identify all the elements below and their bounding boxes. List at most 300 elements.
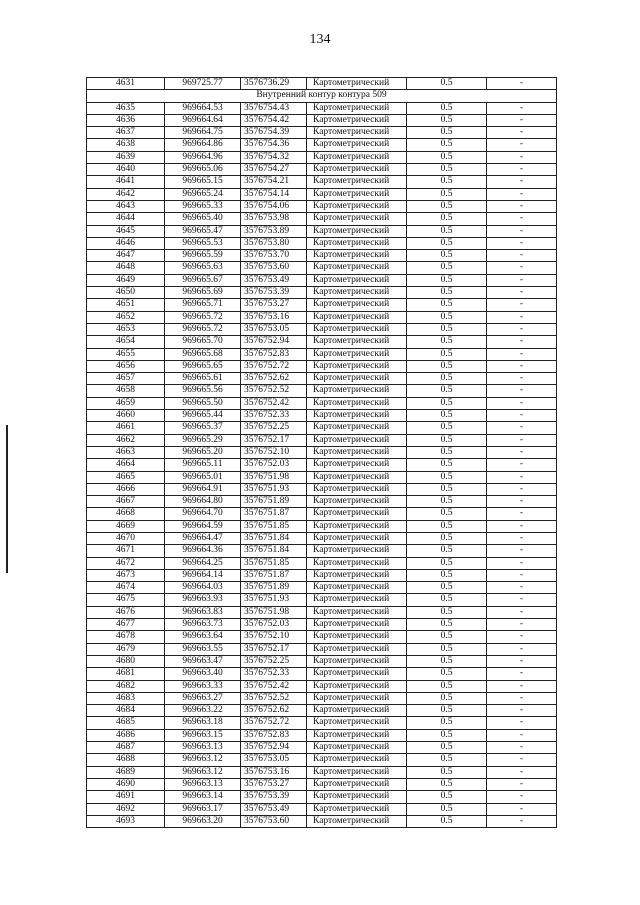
y-coordinate-cell: 3576752.94 <box>241 742 307 754</box>
x-coordinate-cell: 969663.14 <box>165 791 241 803</box>
method-cell: Картометрический <box>307 643 407 655</box>
accuracy-cell: 0.5 <box>407 176 487 188</box>
point-number-cell: 4667 <box>87 496 165 508</box>
point-number-cell: 4688 <box>87 754 165 766</box>
table-row <box>87 151 557 163</box>
y-coordinate-cell: 3576752.03 <box>241 459 307 471</box>
y-coordinate-cell: 3576752.72 <box>241 360 307 372</box>
accuracy-cell: 0.5 <box>407 778 487 790</box>
table-row <box>87 545 557 557</box>
table-row <box>87 582 557 594</box>
accuracy-cell: 0.5 <box>407 114 487 126</box>
table-row <box>87 299 557 311</box>
accuracy-cell: 0.5 <box>407 102 487 114</box>
point-number-cell: 4672 <box>87 557 165 569</box>
method-cell: Картометрический <box>307 373 407 385</box>
table-row <box>87 188 557 200</box>
point-number-cell: 4646 <box>87 237 165 249</box>
coordinates-table-body <box>87 78 557 828</box>
method-cell: Картометрический <box>307 127 407 139</box>
accuracy-cell: 0.5 <box>407 594 487 606</box>
description-cell: - <box>487 471 557 483</box>
description-cell: - <box>487 287 557 299</box>
accuracy-cell: 0.5 <box>407 385 487 397</box>
description-cell: - <box>487 459 557 471</box>
accuracy-cell: 0.5 <box>407 164 487 176</box>
y-coordinate-cell: 3576753.39 <box>241 791 307 803</box>
table-row <box>87 569 557 581</box>
accuracy-cell: 0.5 <box>407 274 487 286</box>
point-number-cell: 4641 <box>87 176 165 188</box>
method-cell: Картометрический <box>307 791 407 803</box>
method-cell: Картометрический <box>307 348 407 360</box>
description-cell: - <box>487 164 557 176</box>
point-number-cell: 4638 <box>87 139 165 151</box>
table-row <box>87 766 557 778</box>
accuracy-cell: 0.5 <box>407 815 487 827</box>
coordinates-table <box>86 77 557 828</box>
table-row <box>87 483 557 495</box>
table-row <box>87 127 557 139</box>
description-cell: - <box>487 705 557 717</box>
table-row <box>87 237 557 249</box>
accuracy-cell: 0.5 <box>407 545 487 557</box>
point-number-cell: 4686 <box>87 729 165 741</box>
description-cell: - <box>487 655 557 667</box>
accuracy-cell: 0.5 <box>407 705 487 717</box>
point-number-cell: 4659 <box>87 397 165 409</box>
x-coordinate-cell: 969665.69 <box>165 287 241 299</box>
point-number-cell: 4657 <box>87 373 165 385</box>
point-number-cell: 4645 <box>87 225 165 237</box>
method-cell: Картометрический <box>307 410 407 422</box>
method-cell: Картометрический <box>307 729 407 741</box>
point-number-cell: 4640 <box>87 164 165 176</box>
table-row <box>87 274 557 286</box>
table-row <box>87 668 557 680</box>
description-cell: - <box>487 139 557 151</box>
method-cell: Картометрический <box>307 692 407 704</box>
x-coordinate-cell: 969664.75 <box>165 127 241 139</box>
table-row <box>87 114 557 126</box>
y-coordinate-cell: 3576753.39 <box>241 287 307 299</box>
point-number-cell: 4681 <box>87 668 165 680</box>
accuracy-cell: 0.5 <box>407 250 487 262</box>
x-coordinate-cell: 969665.29 <box>165 434 241 446</box>
table-row <box>87 729 557 741</box>
description-cell: - <box>487 311 557 323</box>
y-coordinate-cell: 3576753.16 <box>241 766 307 778</box>
description-cell: - <box>487 791 557 803</box>
description-cell: - <box>487 545 557 557</box>
description-cell: - <box>487 213 557 225</box>
table-row <box>87 250 557 262</box>
method-cell: Картометрический <box>307 299 407 311</box>
method-cell: Картометрический <box>307 139 407 151</box>
method-cell: Картометрический <box>307 557 407 569</box>
method-cell: Картометрический <box>307 78 407 90</box>
y-coordinate-cell: 3576753.05 <box>241 754 307 766</box>
table-row <box>87 532 557 544</box>
accuracy-cell: 0.5 <box>407 410 487 422</box>
method-cell: Картометрический <box>307 164 407 176</box>
method-cell: Картометрический <box>307 422 407 434</box>
table-row <box>87 311 557 323</box>
x-coordinate-cell: 969665.24 <box>165 188 241 200</box>
y-coordinate-cell: 3576752.94 <box>241 336 307 348</box>
point-number-cell: 4665 <box>87 471 165 483</box>
point-number-cell: 4684 <box>87 705 165 717</box>
description-cell: - <box>487 692 557 704</box>
y-coordinate-cell: 3576751.93 <box>241 483 307 495</box>
y-coordinate-cell: 3576752.25 <box>241 422 307 434</box>
description-cell: - <box>487 274 557 286</box>
y-coordinate-cell: 3576752.52 <box>241 385 307 397</box>
description-cell: - <box>487 225 557 237</box>
table-row <box>87 594 557 606</box>
x-coordinate-cell: 969663.93 <box>165 594 241 606</box>
method-cell: Картометрический <box>307 520 407 532</box>
x-coordinate-cell: 969664.80 <box>165 496 241 508</box>
accuracy-cell: 0.5 <box>407 287 487 299</box>
point-number-cell: 4662 <box>87 434 165 446</box>
table-row <box>87 754 557 766</box>
point-number-cell: 4661 <box>87 422 165 434</box>
y-coordinate-cell: 3576752.33 <box>241 668 307 680</box>
x-coordinate-cell: 969665.72 <box>165 323 241 335</box>
accuracy-cell: 0.5 <box>407 151 487 163</box>
point-number-cell: 4687 <box>87 742 165 754</box>
x-coordinate-cell: 969663.64 <box>165 631 241 643</box>
y-coordinate-cell: 3576751.93 <box>241 594 307 606</box>
x-coordinate-cell: 969664.96 <box>165 151 241 163</box>
y-coordinate-cell: 3576751.85 <box>241 520 307 532</box>
point-number-cell: 4649 <box>87 274 165 286</box>
accuracy-cell: 0.5 <box>407 692 487 704</box>
y-coordinate-cell: 3576753.60 <box>241 262 307 274</box>
description-cell: - <box>487 569 557 581</box>
accuracy-cell: 0.5 <box>407 557 487 569</box>
y-coordinate-cell: 3576752.72 <box>241 717 307 729</box>
method-cell: Картометрический <box>307 594 407 606</box>
method-cell: Картометрический <box>307 668 407 680</box>
table-row <box>87 200 557 212</box>
accuracy-cell: 0.5 <box>407 434 487 446</box>
point-number-cell: 4685 <box>87 717 165 729</box>
description-cell: - <box>487 766 557 778</box>
method-cell: Картометрический <box>307 532 407 544</box>
table-row <box>87 508 557 520</box>
point-number-cell: 4674 <box>87 582 165 594</box>
y-coordinate-cell: 3576752.25 <box>241 655 307 667</box>
y-coordinate-cell: 3576752.83 <box>241 348 307 360</box>
description-cell: - <box>487 336 557 348</box>
y-coordinate-cell: 3576752.17 <box>241 434 307 446</box>
x-coordinate-cell: 969665.65 <box>165 360 241 372</box>
accuracy-cell: 0.5 <box>407 348 487 360</box>
point-number-cell: 4663 <box>87 446 165 458</box>
accuracy-cell: 0.5 <box>407 139 487 151</box>
method-cell: Картометрический <box>307 434 407 446</box>
x-coordinate-cell: 969665.06 <box>165 164 241 176</box>
x-coordinate-cell: 969665.11 <box>165 459 241 471</box>
method-cell: Картометрический <box>307 742 407 754</box>
accuracy-cell: 0.5 <box>407 766 487 778</box>
accuracy-cell: 0.5 <box>407 520 487 532</box>
table-row <box>87 385 557 397</box>
method-cell: Картометрический <box>307 508 407 520</box>
table-row <box>87 717 557 729</box>
x-coordinate-cell: 969665.61 <box>165 373 241 385</box>
accuracy-cell: 0.5 <box>407 237 487 249</box>
y-coordinate-cell: 3576753.49 <box>241 803 307 815</box>
table-row <box>87 323 557 335</box>
table-row <box>87 778 557 790</box>
method-cell: Картометрический <box>307 582 407 594</box>
description-cell: - <box>487 815 557 827</box>
y-coordinate-cell: 3576752.42 <box>241 680 307 692</box>
point-number-cell: 4650 <box>87 287 165 299</box>
point-number-cell: 4656 <box>87 360 165 372</box>
x-coordinate-cell: 969663.12 <box>165 766 241 778</box>
point-number-cell: 4669 <box>87 520 165 532</box>
x-coordinate-cell: 969663.18 <box>165 717 241 729</box>
x-coordinate-cell: 969664.91 <box>165 483 241 495</box>
point-number-cell: 4668 <box>87 508 165 520</box>
y-coordinate-cell: 3576754.32 <box>241 151 307 163</box>
table-row <box>87 606 557 618</box>
point-number-cell: 4679 <box>87 643 165 655</box>
x-coordinate-cell: 969664.70 <box>165 508 241 520</box>
y-coordinate-cell: 3576753.80 <box>241 237 307 249</box>
description-cell: - <box>487 373 557 385</box>
table-row <box>87 742 557 754</box>
x-coordinate-cell: 969665.20 <box>165 446 241 458</box>
x-coordinate-cell: 969665.59 <box>165 250 241 262</box>
accuracy-cell: 0.5 <box>407 631 487 643</box>
point-number-cell: 4643 <box>87 200 165 212</box>
y-coordinate-cell: 3576753.05 <box>241 323 307 335</box>
method-cell: Картометрический <box>307 459 407 471</box>
x-coordinate-cell: 969665.56 <box>165 385 241 397</box>
y-coordinate-cell: 3576752.62 <box>241 373 307 385</box>
y-coordinate-cell: 3576752.62 <box>241 705 307 717</box>
x-coordinate-cell: 969663.12 <box>165 754 241 766</box>
point-number-cell: 4652 <box>87 311 165 323</box>
accuracy-cell: 0.5 <box>407 619 487 631</box>
table-row <box>87 262 557 274</box>
point-number-cell: 4682 <box>87 680 165 692</box>
x-coordinate-cell: 969664.25 <box>165 557 241 569</box>
point-number-cell: 4631 <box>87 78 165 90</box>
y-coordinate-cell: 3576754.27 <box>241 164 307 176</box>
accuracy-cell: 0.5 <box>407 373 487 385</box>
method-cell: Картометрический <box>307 237 407 249</box>
table-row <box>87 619 557 631</box>
point-number-cell: 4690 <box>87 778 165 790</box>
description-cell: - <box>487 188 557 200</box>
method-cell: Картометрический <box>307 114 407 126</box>
description-cell: - <box>487 446 557 458</box>
description-cell: - <box>487 237 557 249</box>
method-cell: Картометрический <box>307 606 407 618</box>
method-cell: Картометрический <box>307 754 407 766</box>
x-coordinate-cell: 969664.47 <box>165 532 241 544</box>
y-coordinate-cell: 3576753.98 <box>241 213 307 225</box>
y-coordinate-cell: 3576752.52 <box>241 692 307 704</box>
accuracy-cell: 0.5 <box>407 729 487 741</box>
method-cell: Картометрический <box>307 311 407 323</box>
description-cell: - <box>487 742 557 754</box>
x-coordinate-cell: 969663.55 <box>165 643 241 655</box>
table-row <box>87 496 557 508</box>
point-number-cell: 4673 <box>87 569 165 581</box>
table-row <box>87 520 557 532</box>
y-coordinate-cell: 3576753.27 <box>241 299 307 311</box>
table-row <box>87 287 557 299</box>
x-coordinate-cell: 969663.13 <box>165 778 241 790</box>
table-row <box>87 631 557 643</box>
y-coordinate-cell: 3576753.27 <box>241 778 307 790</box>
point-number-cell: 4666 <box>87 483 165 495</box>
table-row <box>87 373 557 385</box>
description-cell: - <box>487 496 557 508</box>
table-row <box>87 643 557 655</box>
accuracy-cell: 0.5 <box>407 336 487 348</box>
x-coordinate-cell: 969665.63 <box>165 262 241 274</box>
y-coordinate-cell: 3576751.89 <box>241 582 307 594</box>
description-cell: - <box>487 299 557 311</box>
description-cell: - <box>487 532 557 544</box>
description-cell: - <box>487 803 557 815</box>
y-coordinate-cell: 3576753.49 <box>241 274 307 286</box>
margin-mark <box>6 425 8 573</box>
description-cell: - <box>487 385 557 397</box>
description-cell: - <box>487 643 557 655</box>
method-cell: Картометрический <box>307 815 407 827</box>
point-number-cell: 4635 <box>87 102 165 114</box>
y-coordinate-cell: 3576752.03 <box>241 619 307 631</box>
table-row <box>87 434 557 446</box>
table-row <box>87 422 557 434</box>
table-row <box>87 705 557 717</box>
point-number-cell: 4676 <box>87 606 165 618</box>
table-row <box>87 655 557 667</box>
method-cell: Картометрический <box>307 483 407 495</box>
y-coordinate-cell: 3576753.89 <box>241 225 307 237</box>
point-number-cell: 4677 <box>87 619 165 631</box>
method-cell: Картометрический <box>307 385 407 397</box>
x-coordinate-cell: 969664.64 <box>165 114 241 126</box>
accuracy-cell: 0.5 <box>407 397 487 409</box>
accuracy-cell: 0.5 <box>407 606 487 618</box>
accuracy-cell: 0.5 <box>407 311 487 323</box>
point-number-cell: 4642 <box>87 188 165 200</box>
y-coordinate-cell: 3576751.89 <box>241 496 307 508</box>
description-cell: - <box>487 729 557 741</box>
table-row <box>87 176 557 188</box>
x-coordinate-cell: 969663.13 <box>165 742 241 754</box>
accuracy-cell: 0.5 <box>407 717 487 729</box>
y-coordinate-cell: 3576754.21 <box>241 176 307 188</box>
point-number-cell: 4639 <box>87 151 165 163</box>
accuracy-cell: 0.5 <box>407 742 487 754</box>
accuracy-cell: 0.5 <box>407 127 487 139</box>
x-coordinate-cell: 969663.27 <box>165 692 241 704</box>
x-coordinate-cell: 969665.53 <box>165 237 241 249</box>
accuracy-cell: 0.5 <box>407 532 487 544</box>
table-row <box>87 803 557 815</box>
section-title: Внутренний контур контура 509 <box>87 90 557 102</box>
y-coordinate-cell: 3576736.29 <box>241 78 307 90</box>
accuracy-cell: 0.5 <box>407 668 487 680</box>
point-number-cell: 4647 <box>87 250 165 262</box>
table-row <box>87 139 557 151</box>
method-cell: Картометрический <box>307 323 407 335</box>
table-row <box>87 102 557 114</box>
description-cell: - <box>487 606 557 618</box>
point-number-cell: 4637 <box>87 127 165 139</box>
accuracy-cell: 0.5 <box>407 496 487 508</box>
method-cell: Картометрический <box>307 360 407 372</box>
x-coordinate-cell: 969663.73 <box>165 619 241 631</box>
method-cell: Картометрический <box>307 188 407 200</box>
point-number-cell: 4671 <box>87 545 165 557</box>
table-row <box>87 213 557 225</box>
method-cell: Картометрический <box>307 655 407 667</box>
y-coordinate-cell: 3576752.42 <box>241 397 307 409</box>
x-coordinate-cell: 969664.14 <box>165 569 241 581</box>
accuracy-cell: 0.5 <box>407 446 487 458</box>
method-cell: Картометрический <box>307 496 407 508</box>
description-cell: - <box>487 422 557 434</box>
y-coordinate-cell: 3576752.10 <box>241 631 307 643</box>
y-coordinate-cell: 3576753.60 <box>241 815 307 827</box>
method-cell: Картометрический <box>307 705 407 717</box>
y-coordinate-cell: 3576752.83 <box>241 729 307 741</box>
description-cell: - <box>487 631 557 643</box>
table-row <box>87 692 557 704</box>
x-coordinate-cell: 969663.22 <box>165 705 241 717</box>
x-coordinate-cell: 969665.70 <box>165 336 241 348</box>
method-cell: Картометрический <box>307 717 407 729</box>
x-coordinate-cell: 969665.01 <box>165 471 241 483</box>
accuracy-cell: 0.5 <box>407 655 487 667</box>
x-coordinate-cell: 969665.33 <box>165 200 241 212</box>
x-coordinate-cell: 969665.37 <box>165 422 241 434</box>
y-coordinate-cell: 3576751.98 <box>241 606 307 618</box>
point-number-cell: 4654 <box>87 336 165 348</box>
x-coordinate-cell: 969663.33 <box>165 680 241 692</box>
accuracy-cell: 0.5 <box>407 483 487 495</box>
x-coordinate-cell: 969663.40 <box>165 668 241 680</box>
description-cell: - <box>487 778 557 790</box>
description-cell: - <box>487 127 557 139</box>
accuracy-cell: 0.5 <box>407 188 487 200</box>
method-cell: Картометрический <box>307 545 407 557</box>
page-number: 134 <box>309 32 331 47</box>
table-row <box>87 78 557 90</box>
description-cell: - <box>487 754 557 766</box>
y-coordinate-cell: 3576754.36 <box>241 139 307 151</box>
y-coordinate-cell: 3576751.85 <box>241 557 307 569</box>
point-number-cell: 4655 <box>87 348 165 360</box>
y-coordinate-cell: 3576753.16 <box>241 311 307 323</box>
table-row <box>87 791 557 803</box>
method-cell: Картометрический <box>307 176 407 188</box>
x-coordinate-cell: 969665.71 <box>165 299 241 311</box>
method-cell: Картометрический <box>307 766 407 778</box>
